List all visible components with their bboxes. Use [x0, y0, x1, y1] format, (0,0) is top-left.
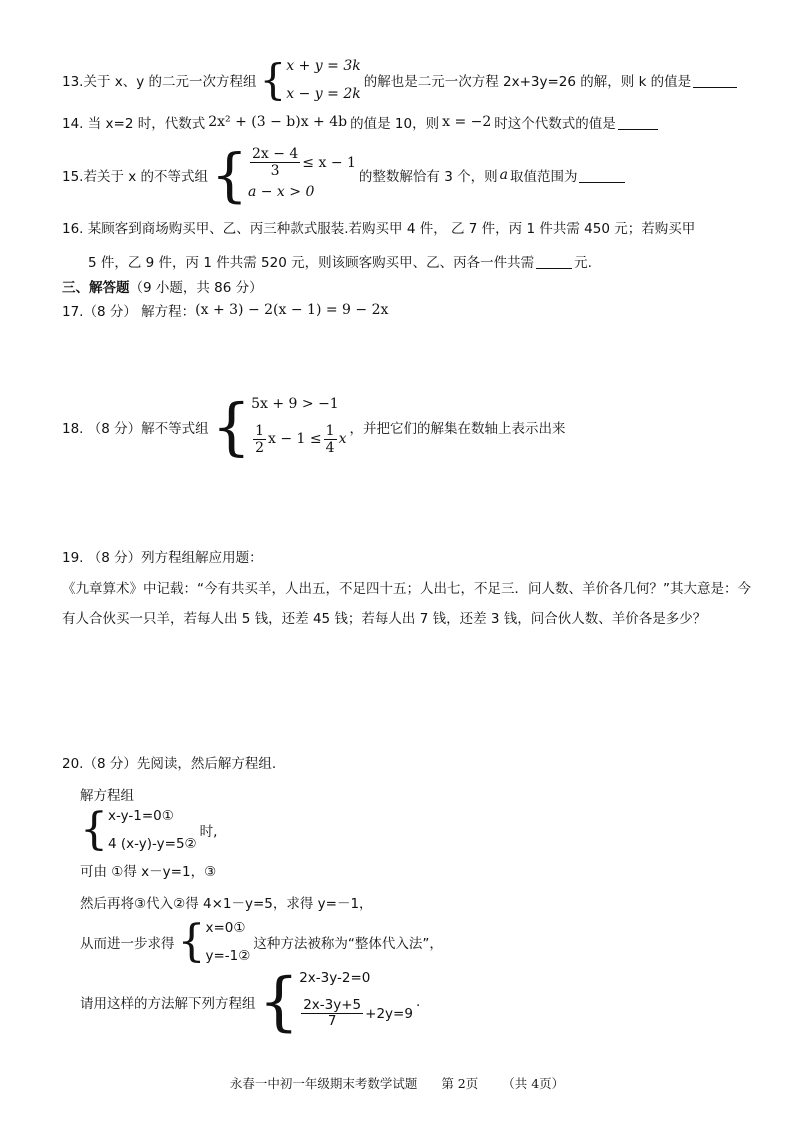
q20-intro: 解方程组	[80, 788, 134, 804]
q19-title: 19. （8 分）列方程组解应用题：	[62, 550, 263, 566]
q15-fraction	[250, 146, 300, 179]
answer-blank-13[interactable]	[693, 73, 737, 88]
q13-suffix: 的解也是二元一次方程 2x+3y=26 的解，则 k 的值是	[363, 74, 692, 90]
q17-equation: (x + 3) − 2(x − 1) = 9 − 2x	[195, 302, 389, 318]
page-footer	[0, 1074, 794, 1092]
q20-task-fraction: $\frac{2x-3y+5}{7}$	[303, 996, 362, 1030]
brace-icon: {	[211, 390, 252, 463]
q20-task-eq1: 2x-3y-2=0	[299, 970, 371, 986]
q15-suffix: 取值范围为	[509, 169, 578, 185]
q18-tail: x	[338, 431, 347, 448]
brace-icon: {	[80, 804, 108, 855]
q14-expression: 2x² + (3 − b)x + 4b	[208, 114, 348, 130]
q18-suffix: ，并把它们的解集在数轴上表示出来	[349, 421, 566, 437]
q20-sol-eq1: x=0①	[205, 920, 246, 936]
q20-sys1-eq2: 4 (x-y)-y=5②	[108, 836, 197, 852]
q16-line2: 5 件，乙 9 件，丙 1 件共需 520 元，则该顾客购买甲、乙、丙各一件共需	[88, 255, 535, 271]
q20-step2: 然后再将③代入②得 4×1－y=5，求得 y=－1，	[80, 896, 373, 912]
q20-step3-prefix: 从而进一步求得	[80, 936, 175, 952]
q15-numerator: 2x − 4	[251, 146, 299, 162]
question-13	[62, 55, 754, 104]
q20-sys1-eq1: x-y-1=0①	[108, 808, 174, 824]
brace-icon: {	[259, 55, 287, 104]
q20-step1: 可由 ①得 x－y=1，③	[80, 864, 217, 880]
question-20	[62, 752, 754, 1039]
q20-solution	[177, 916, 251, 967]
q15-variable: a	[499, 167, 508, 183]
q18-eq1: 5x + 9 > −1	[251, 396, 339, 412]
q18-fraction-1: $\frac{1}{2}$	[255, 422, 265, 456]
q20-task-rest: +2y=9	[365, 1005, 413, 1022]
q20-step3-suffix: 这种方法被称为“整体代入法”，	[253, 936, 443, 952]
question-19	[62, 546, 754, 634]
question-15	[62, 141, 754, 209]
answer-blank-14[interactable]	[618, 115, 658, 130]
q18-mid: x − 1 ≤	[268, 431, 322, 448]
q20-task-prefix: 请用这样的方法解下列方程组	[80, 996, 256, 1012]
q15-mid: 的整数解恰有 3 个，则	[358, 169, 498, 185]
q20-title: 20.（8 分）先阅读，然后解方程组.	[62, 756, 277, 772]
q20-task-suffix: .	[415, 994, 421, 1010]
q20-sys1-suffix: 时,	[199, 824, 218, 840]
question-17	[62, 300, 754, 320]
q18-system	[211, 390, 347, 463]
q13-eq2: x − y = 2k	[286, 86, 361, 102]
section-note: （9 小题，共 86 分）	[129, 280, 263, 296]
section-heading	[62, 276, 754, 296]
q15-rhs1: ≤ x − 1	[302, 154, 356, 171]
footer-school: 永春一中初一年级期末考数学试题	[229, 1076, 418, 1091]
q13-system	[259, 55, 361, 104]
q14-condition: x = −2	[442, 114, 492, 130]
question-16	[62, 217, 754, 271]
question-18	[62, 390, 754, 463]
footer-total-pages: （共 4页）	[502, 1076, 565, 1091]
q15-system	[211, 141, 356, 209]
q15-eq2: a − x > 0	[247, 184, 315, 200]
brace-icon: {	[258, 965, 300, 1039]
q14-prefix: 14. 当 x=2 时，代数式	[62, 116, 206, 132]
brace-icon: {	[211, 141, 248, 209]
q17-prefix: 17.（8 分） 解方程：	[62, 304, 196, 320]
q18-prefix: 18. （8 分）解不等式组	[62, 421, 209, 437]
question-14	[62, 112, 754, 132]
q18-fraction-2: $\frac{1}{4}$	[325, 422, 335, 456]
q14-mid: 的值是 10，则	[350, 116, 440, 132]
q14-suffix: 时这个代数式的值是	[494, 116, 616, 132]
q20-sol-eq2: y=-1②	[205, 948, 251, 964]
q13-eq1: x + y = 3k	[286, 58, 361, 74]
q15-denominator: 3	[270, 163, 280, 180]
q16-line2-suffix: 元.	[574, 255, 592, 271]
q15-prefix: 15.若关于 x 的不等式组	[62, 169, 209, 185]
q20-task-system	[258, 965, 413, 1039]
q13-prefix: 13.关于 x、y 的二元一次方程组	[62, 74, 257, 90]
brace-icon: {	[177, 916, 206, 967]
q20-system-1	[80, 804, 197, 855]
q19-body: 《九章算术》中记载：“今有共买羊，人出五，不足四十五；人出七，不足三．问人数、羊价各几何？”其大意是：今有人合伙买一只羊，若每人出 5 钱，还差 45 钱；若每人出 7 钱，还差 3 钱，问合伙人数、羊价各是多少？	[62, 581, 751, 627]
footer-page-number: 第 2页	[441, 1076, 479, 1091]
answer-blank-16[interactable]	[536, 254, 572, 269]
q16-line1: 16. 某顾客到商场购买甲、乙、丙三种款式服装.若购买甲 4 件， 乙 7 件，丙 1 件共需 450 元；若购买甲	[62, 221, 696, 237]
answer-blank-15[interactable]	[579, 168, 625, 183]
section-title: 三、解答题	[62, 280, 130, 296]
